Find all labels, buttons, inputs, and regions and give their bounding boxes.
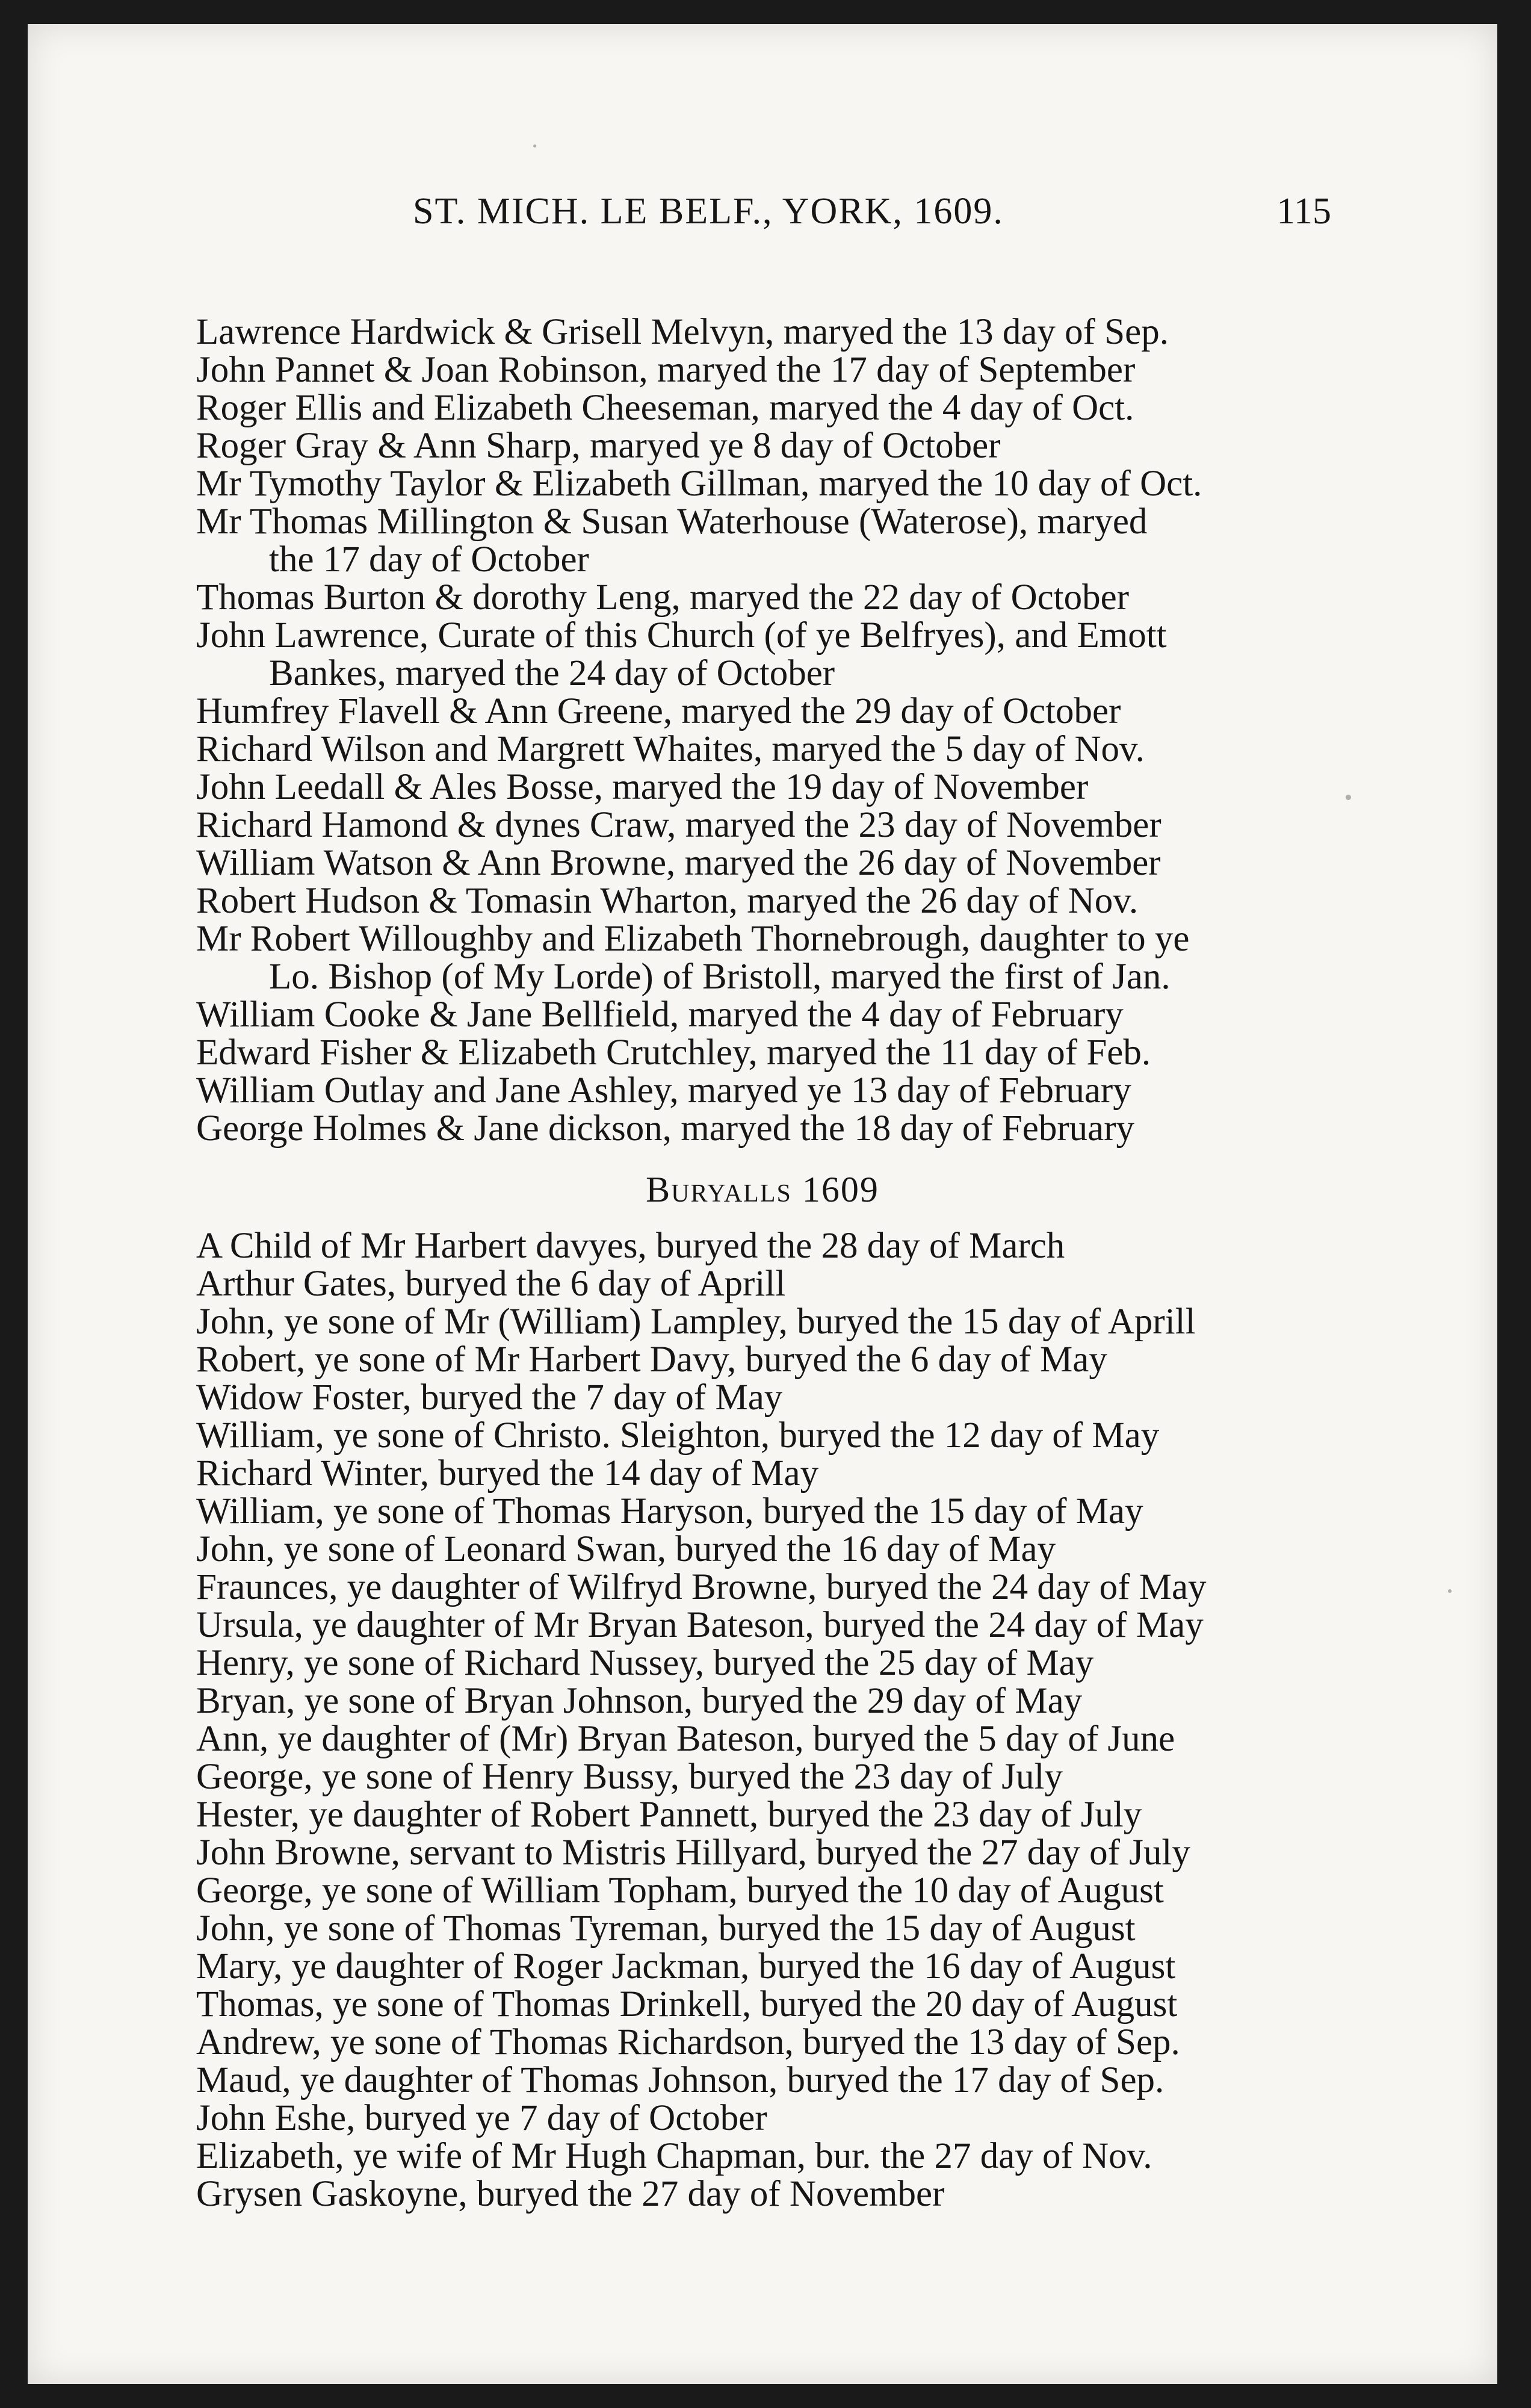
marriage-entry: [196, 427, 1361, 465]
entry-text: George, ye sone of William Topham, buryed the 10 day of August: [196, 1870, 1164, 1911]
burial-entry: [196, 1568, 1361, 1606]
entry-text: Arthur Gates, buryed the 6 day of Aprill: [196, 1264, 786, 1304]
burial-entry: [196, 1947, 1361, 1985]
entry-text: John Leedall & Ales Bosse, maryed the 19 day of November: [196, 767, 1089, 807]
print-speck: [1448, 1589, 1452, 1593]
entry-text: John Eshe, buryed ye 7 day of October: [196, 2098, 767, 2138]
entry-text: Mary, ye daughter of Roger Jackman, buryed the 16 day of August: [196, 1946, 1176, 1987]
page-sheet: [28, 24, 1497, 2384]
entry-continuation: Bankes, maryed the 24 day of October: [269, 653, 835, 694]
entry-text: Richard Wilson and Margrett Whaites, maryed the 5 day of Nov.: [196, 729, 1145, 769]
burials-list: [196, 1227, 1361, 2213]
burial-entry: [196, 1758, 1361, 1796]
burial-entry: [196, 1341, 1361, 1379]
entry-text: Robert, ye sone of Mr Harbert Davy, buryed the 6 day of May: [196, 1339, 1107, 1380]
entry-text: John, ye sone of Leonard Swan, buryed the 16 day of May: [196, 1529, 1056, 1569]
marriage-entry: [196, 844, 1361, 882]
entry-text: William, ye sone of Thomas Haryson, buryed the 15 day of May: [196, 1491, 1143, 1531]
print-speck: [533, 144, 536, 147]
entry-text: John Browne, servant to Mistris Hillyard, buryed the 27 day of July: [196, 1832, 1190, 1873]
burial-entry: [196, 1303, 1361, 1341]
entry-text: John Lawrence, Curate of this Church (of ye Belfryes), and Emott: [196, 615, 1167, 656]
entry-text: Mr Thomas Millington & Susan Waterhouse (Waterose), maryed: [196, 501, 1148, 542]
entry-text: Ursula, ye daughter of Mr Bryan Bateson, buryed the 24 day of May: [196, 1605, 1204, 1645]
entry-continuation: Lo. Bishop (of My Lorde) of Bristoll, maryed the first of Jan.: [269, 957, 1171, 997]
marriage-entry: [196, 730, 1361, 768]
entry-text: Roger Gray & Ann Sharp, maryed ye 8 day of October: [196, 426, 1001, 466]
marriages-list: [196, 313, 1361, 1147]
entry-text: Widow Foster, buryed the 7 day of May: [196, 1377, 783, 1418]
marriage-entry: [196, 503, 1361, 579]
entry-text: George, ye sone of Henry Bussy, buryed the 23 day of July: [196, 1757, 1063, 1797]
burial-entry: [196, 2175, 1361, 2213]
marriage-entry: [196, 313, 1361, 351]
entry-text: Richard Winter, buryed the 14 day of May: [196, 1453, 819, 1494]
burial-entry: [196, 1530, 1361, 1568]
burial-entry: [196, 1644, 1361, 1682]
entry-text: Hester, ye daughter of Robert Pannett, buryed the 23 day of July: [196, 1795, 1142, 1835]
entry-text: Roger Ellis and Elizabeth Cheeseman, maryed the 4 day of Oct.: [196, 388, 1134, 428]
burial-entry: [196, 1720, 1361, 1758]
entry-text: Fraunces, ye daughter of Wilfryd Browne, buryed the 24 day of May: [196, 1567, 1207, 1607]
entry-text: Bryan, ye sone of Bryan Johnson, buryed the 29 day of May: [196, 1681, 1083, 1721]
entry-text: Lawrence Hardwick & Grisell Melvyn, maryed the 13 day of Sep.: [196, 312, 1169, 352]
burial-entry: [196, 1834, 1361, 1872]
burial-entry: [196, 1682, 1361, 1720]
marriage-entry: [196, 1109, 1361, 1147]
marriage-entry: [196, 692, 1361, 730]
marriage-entry: [196, 351, 1361, 389]
entry-text: Thomas, ye sone of Thomas Drinkell, buryed the 20 day of August: [196, 1984, 1178, 2025]
burial-entry: [196, 1910, 1361, 1947]
marriage-entry: [196, 465, 1361, 503]
entry-text: Humfrey Flavell & Ann Greene, maryed the 29 day of October: [196, 691, 1121, 731]
marriage-entry: [196, 806, 1361, 844]
entry-text: William Cooke & Jane Bellfield, maryed the 4 day of February: [196, 995, 1124, 1035]
marriage-entry: [196, 389, 1361, 427]
burials-heading: Buryalls 1609: [646, 1170, 879, 1209]
entry-text: William Watson & Ann Browne, maryed the 26 day of November: [196, 843, 1161, 883]
entry-text: A Child of Mr Harbert davyes, buryed the 28 day of March: [196, 1226, 1065, 1266]
entry-text: Grysen Gaskoyne, buryed the 27 day of November: [196, 2174, 945, 2214]
burial-entry: [196, 2023, 1361, 2061]
entry-text: George Holmes & Jane dickson, maryed the 18 day of February: [196, 1108, 1135, 1149]
marriage-entry: [196, 1072, 1361, 1109]
entry-text: Ann, ye daughter of (Mr) Bryan Bateson, buryed the 5 day of June: [196, 1719, 1175, 1759]
entry-text: Elizabeth, ye wife of Mr Hugh Chapman, bur. the 27 day of Nov.: [196, 2136, 1152, 2176]
burial-entry: [196, 1985, 1361, 2023]
burial-entry: [196, 1265, 1361, 1303]
running-head: ST. MICH. LE BELF., YORK, 1609.: [413, 191, 1004, 232]
burial-entry: [196, 1454, 1361, 1492]
marriage-entry: [196, 616, 1361, 692]
burial-entry: [196, 2099, 1361, 2137]
burial-entry: [196, 2137, 1361, 2175]
marriage-entry: [196, 920, 1361, 996]
page-header: [28, 190, 1497, 262]
entry-text: Andrew, ye sone of Thomas Richardson, buryed the 13 day of Sep.: [196, 2022, 1180, 2062]
marriage-entry: [196, 579, 1361, 616]
entry-text: John Pannet & Joan Robinson, maryed the 17 day of September: [196, 350, 1136, 390]
entry-text: Edward Fisher & Elizabeth Crutchley, maryed the 11 day of Feb.: [196, 1032, 1151, 1073]
entry-text: Richard Hamond & dynes Craw, maryed the 23 day of November: [196, 805, 1161, 845]
burial-entry: [196, 2061, 1361, 2099]
burial-entry: [196, 1796, 1361, 1834]
marriage-entry: [196, 768, 1361, 806]
burial-entry: [196, 1227, 1361, 1265]
burial-entry: [196, 1492, 1361, 1530]
burial-entry: [196, 1606, 1361, 1644]
burial-entry: [196, 1872, 1361, 1910]
burial-entry: [196, 1417, 1361, 1454]
entry-text: Mr Robert Willoughby and Elizabeth Thornebrough, daughter to ye: [196, 919, 1190, 959]
burial-entry: [196, 1379, 1361, 1417]
marriage-entry: [196, 996, 1361, 1034]
entry-text: William, ye sone of Christo. Sleighton, buryed the 12 day of May: [196, 1415, 1160, 1456]
entry-text: William Outlay and Jane Ashley, maryed ye 13 day of February: [196, 1070, 1131, 1111]
entry-text: Maud, ye daughter of Thomas Johnson, buryed the 17 day of Sep.: [196, 2060, 1164, 2100]
entry-text: Thomas Burton & dorothy Leng, maryed the 22 day of October: [196, 577, 1130, 618]
entry-text: John, ye sone of Mr (William) Lampley, buryed the 15 day of Aprill: [196, 1302, 1196, 1342]
marriage-entry: [196, 882, 1361, 920]
entry-text: John, ye sone of Thomas Tyreman, buryed the 15 day of August: [196, 1908, 1136, 1949]
entry-text: Mr Tymothy Taylor & Elizabeth Gillman, maryed the 10 day of Oct.: [196, 464, 1202, 504]
entry-text: Robert Hudson & Tomasin Wharton, maryed the 26 day of Nov.: [196, 881, 1139, 921]
entry-continuation: the 17 day of October: [269, 539, 589, 580]
entry-text: Henry, ye sone of Richard Nussey, buryed the 25 day of May: [196, 1643, 1094, 1683]
marriage-entry: [196, 1034, 1361, 1072]
page-number: 115: [1276, 191, 1331, 232]
